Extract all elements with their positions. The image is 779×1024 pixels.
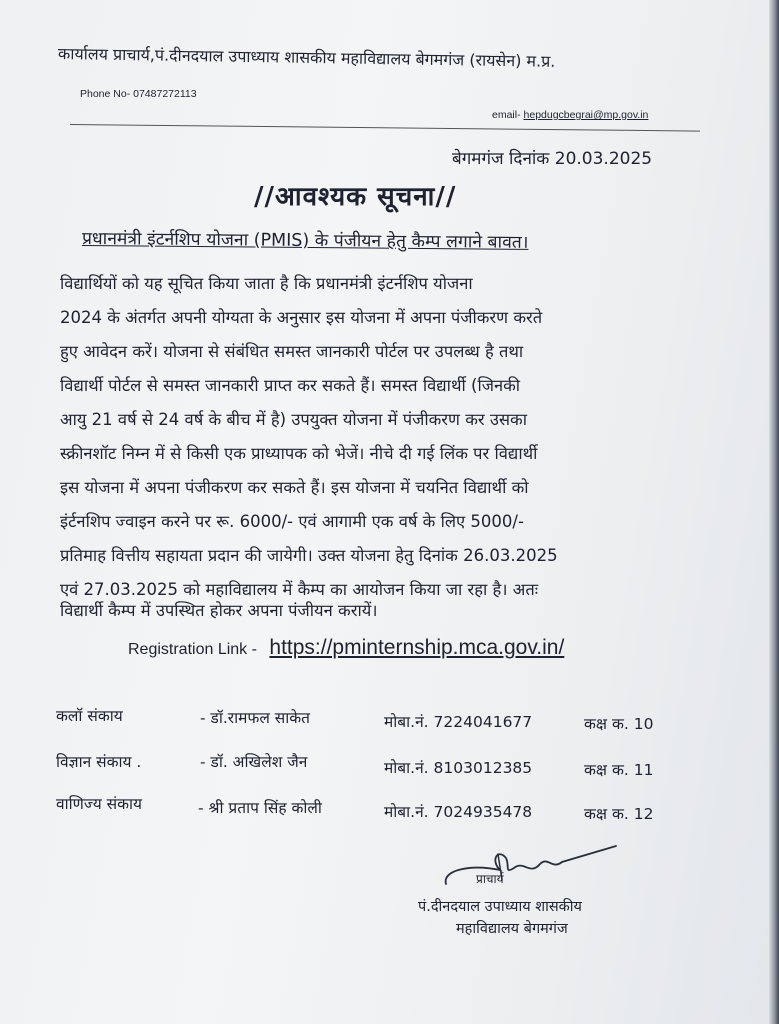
- body-line: विद्यार्थियों को यह सूचित किया जाता है कि प्रधानमंत्री इंटर्नशिप योजना: [60, 274, 473, 293]
- room-number: कक्ष क. 11: [584, 761, 654, 779]
- contact-mobile: मोबा.नं. 7224041677: [384, 713, 533, 731]
- principal-signature: [440, 840, 620, 892]
- body-line: विद्यार्थी कैम्प में उपस्थित होकर अपना पंजीयन करायें।: [60, 601, 378, 620]
- body-line: स्क्रीनशॉट निम्न में से किसी एक प्राध्यापक को भेजें। नीचे दी गई लिंक पर विद्यार्थी: [60, 444, 538, 463]
- email-label: email-: [492, 109, 521, 121]
- paper-edge-shadow: [769, 0, 779, 1024]
- room-number: कक्ष क. 10: [584, 715, 654, 733]
- contact-mobile: मोबा.नं. 7024935478: [384, 803, 533, 821]
- room-number: कक्ष क. 12: [584, 805, 654, 823]
- body-line: प्रतिमाह वित्तीय सहायता प्रदान की जायेगी। उक्त योजना हेतु दिनांक 26.03.2025: [60, 546, 558, 565]
- body-line: इस योजना में अपना पंजीकरण कर सकते हैं। इस योजना में चयनित विद्यार्थी को: [60, 478, 529, 497]
- body-line: एवं 27.03.2025 को महाविद्यालय में कैम्प का आयोजन किया जा रहा है। अतः: [60, 580, 539, 599]
- faculty-name: कलॉ संकाय: [56, 707, 123, 725]
- body-line: 2024 के अंतर्गत अपनी योग्यता के अनुसार इस योजना में अपना पंजीकरण करते: [60, 308, 543, 327]
- body-line: विद्यार्थी पोर्टल से समस्त जानकारी प्राप्त कर सकते हैं। समस्त विद्यार्थी (जिनकी: [60, 376, 521, 395]
- body-line: हुए आवेदन करें। योजना से संबंधित समस्त जानकारी पोर्टल पर उपलब्ध है तथा: [60, 342, 524, 361]
- phone-value: 07487272113: [133, 88, 197, 100]
- body-line: आयु 21 वर्ष से 24 वर्ष के बीच में है) उपयुक्त योजना में पंजीकरण कर उसका: [60, 410, 528, 429]
- contact-person: - डॉ. अखिलेश जैन: [200, 753, 308, 771]
- phone-line: [80, 88, 197, 100]
- contact-person: - डॉ.रामफल साकेत: [200, 709, 310, 727]
- college-name-line2: महाविद्यालय बेगमगंज: [456, 921, 568, 937]
- header-divider: [70, 124, 700, 132]
- body-line: इंर्टनशिप ज्वाइन करने पर रू. 6000/- एवं आगामी एक वर्ष के लिए 5000/-: [60, 512, 524, 531]
- notice-subject: प्रधानमंत्री इंटर्नशिप योजना (PMIS) के पंजीयन हेतु कैम्प लगाने बावत।: [81, 229, 529, 253]
- signature-title: प्राचार्य: [476, 872, 504, 886]
- registration-label: Registration Link -: [128, 641, 257, 658]
- college-name-line1: पं.दीनदयाल उपाध्याय शासकीय: [418, 899, 582, 915]
- office-header: कार्यालय प्राचार्य,पं.दीनदयाल उपाध्याय शासकीय महाविद्यालय बेगमगंज (रायसेन) म.प्र.: [57, 44, 556, 71]
- registration-row: [128, 636, 564, 660]
- faculty-name: वाणिज्य संकाय: [56, 795, 143, 813]
- registration-link[interactable]: https://pminternship.mca.gov.in/: [269, 636, 565, 659]
- contact-mobile: मोबा.नं. 8103012385: [384, 759, 533, 777]
- notice-heading: //आवश्यक सूचना//: [254, 182, 457, 212]
- email-line: [492, 109, 648, 121]
- faculty-name: विज्ञान संकाय .: [56, 753, 142, 771]
- phone-label: Phone No-: [80, 88, 131, 100]
- email-value[interactable]: hepdugcbegrai@mp.gov.in: [523, 109, 649, 121]
- contact-person: - श्री प्रताप सिंह कोली: [198, 799, 322, 817]
- date-line: बेगमगंज दिनांक 20.03.2025: [452, 149, 653, 169]
